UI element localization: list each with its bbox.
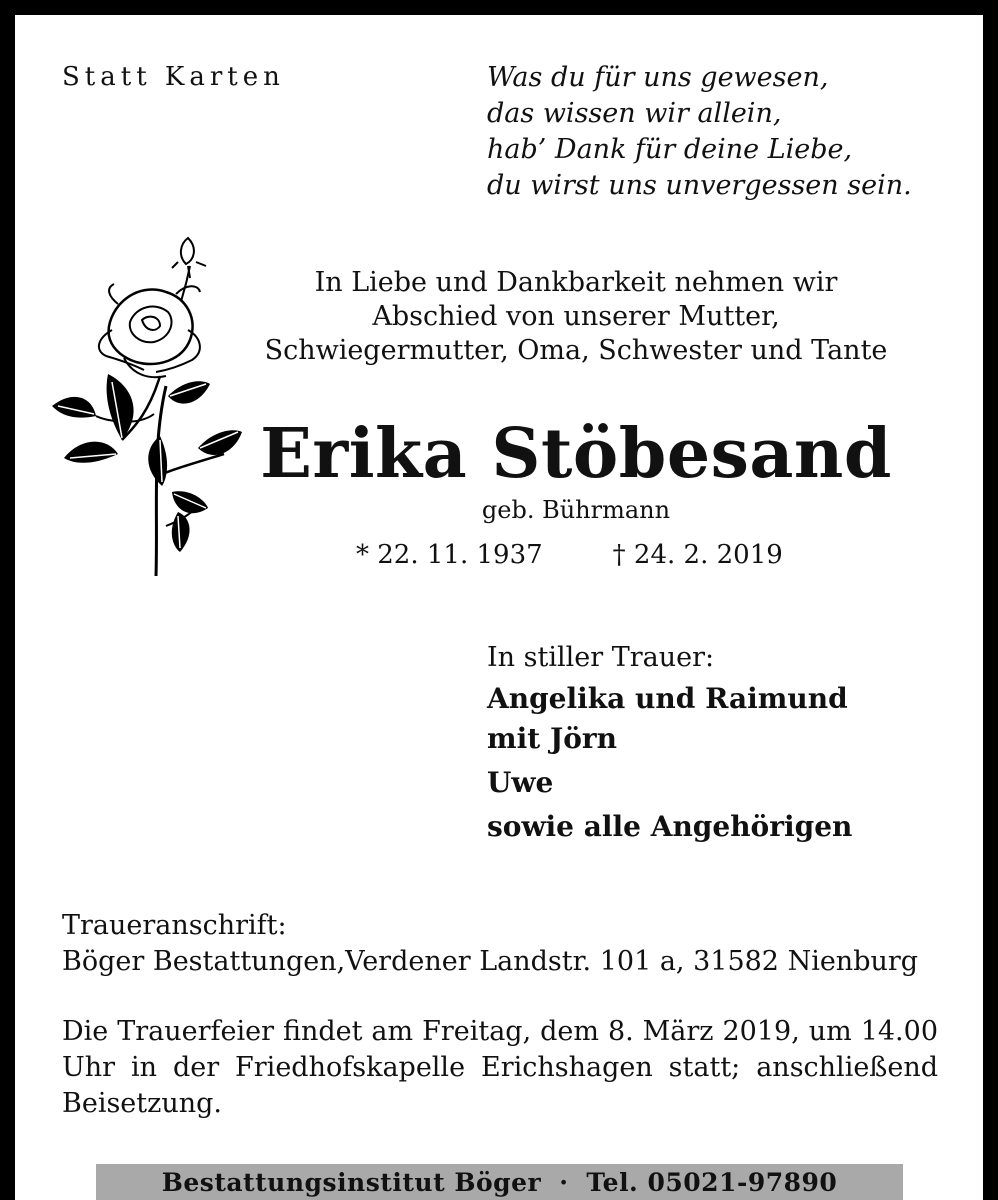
ceremony-text: Die Trauerfeier findet am Freitag, dem 8. März 2019, um 14.00 Uhr in der Friedhofskapelle Erichshagen statt; anschließend Beisetzung.	[62, 1016, 938, 1119]
mourners	[487, 642, 852, 847]
poem-line: hab’ Dank für deine Liebe,	[487, 134, 853, 165]
footer-phone: Tel. 05021-97890	[586, 1167, 838, 1197]
footer-bar	[96, 1164, 903, 1200]
footer-company: Bestattungsinstitut Böger	[161, 1167, 542, 1197]
mourner-name: Angelika und Raimund	[487, 682, 848, 715]
intro-line: Abschied von unserer Mutter,	[372, 301, 780, 332]
mourners-lead: In stiller Trauer:	[487, 642, 715, 673]
footer-separator: ·	[559, 1167, 569, 1197]
deceased-name: Erika Stöbesand	[260, 414, 892, 494]
mourner-name: sowie alle Angehörigen	[487, 810, 853, 843]
rose-icon	[48, 226, 248, 582]
statt-karten: Statt Karten	[62, 62, 285, 92]
life-dates	[356, 540, 783, 570]
death-date: † 24. 2. 2019	[612, 540, 783, 570]
poem	[487, 60, 912, 204]
mourner-name: Uwe	[487, 766, 554, 799]
poem-line: Was du für uns gewesen,	[487, 62, 829, 93]
poem-line: du wirst uns unvergessen sein.	[487, 170, 912, 201]
intro-line: Schwiegermutter, Oma, Schwester und Tante	[264, 335, 888, 366]
address-value: Böger Bestattungen,Verdener Landstr. 101 a, 31582 Nienburg	[62, 946, 919, 977]
mourner-name: mit Jörn	[487, 722, 617, 755]
mourning-address	[62, 908, 918, 980]
maiden-name: geb. Bührmann	[481, 496, 671, 524]
intro-line: In Liebe und Dankbarkeit nehmen wir	[314, 267, 838, 298]
birth-date: * 22. 11. 1937	[356, 540, 543, 570]
address-label: Traueranschrift:	[62, 910, 287, 941]
poem-line: das wissen wir allein,	[487, 98, 782, 129]
intro-text	[246, 266, 906, 368]
